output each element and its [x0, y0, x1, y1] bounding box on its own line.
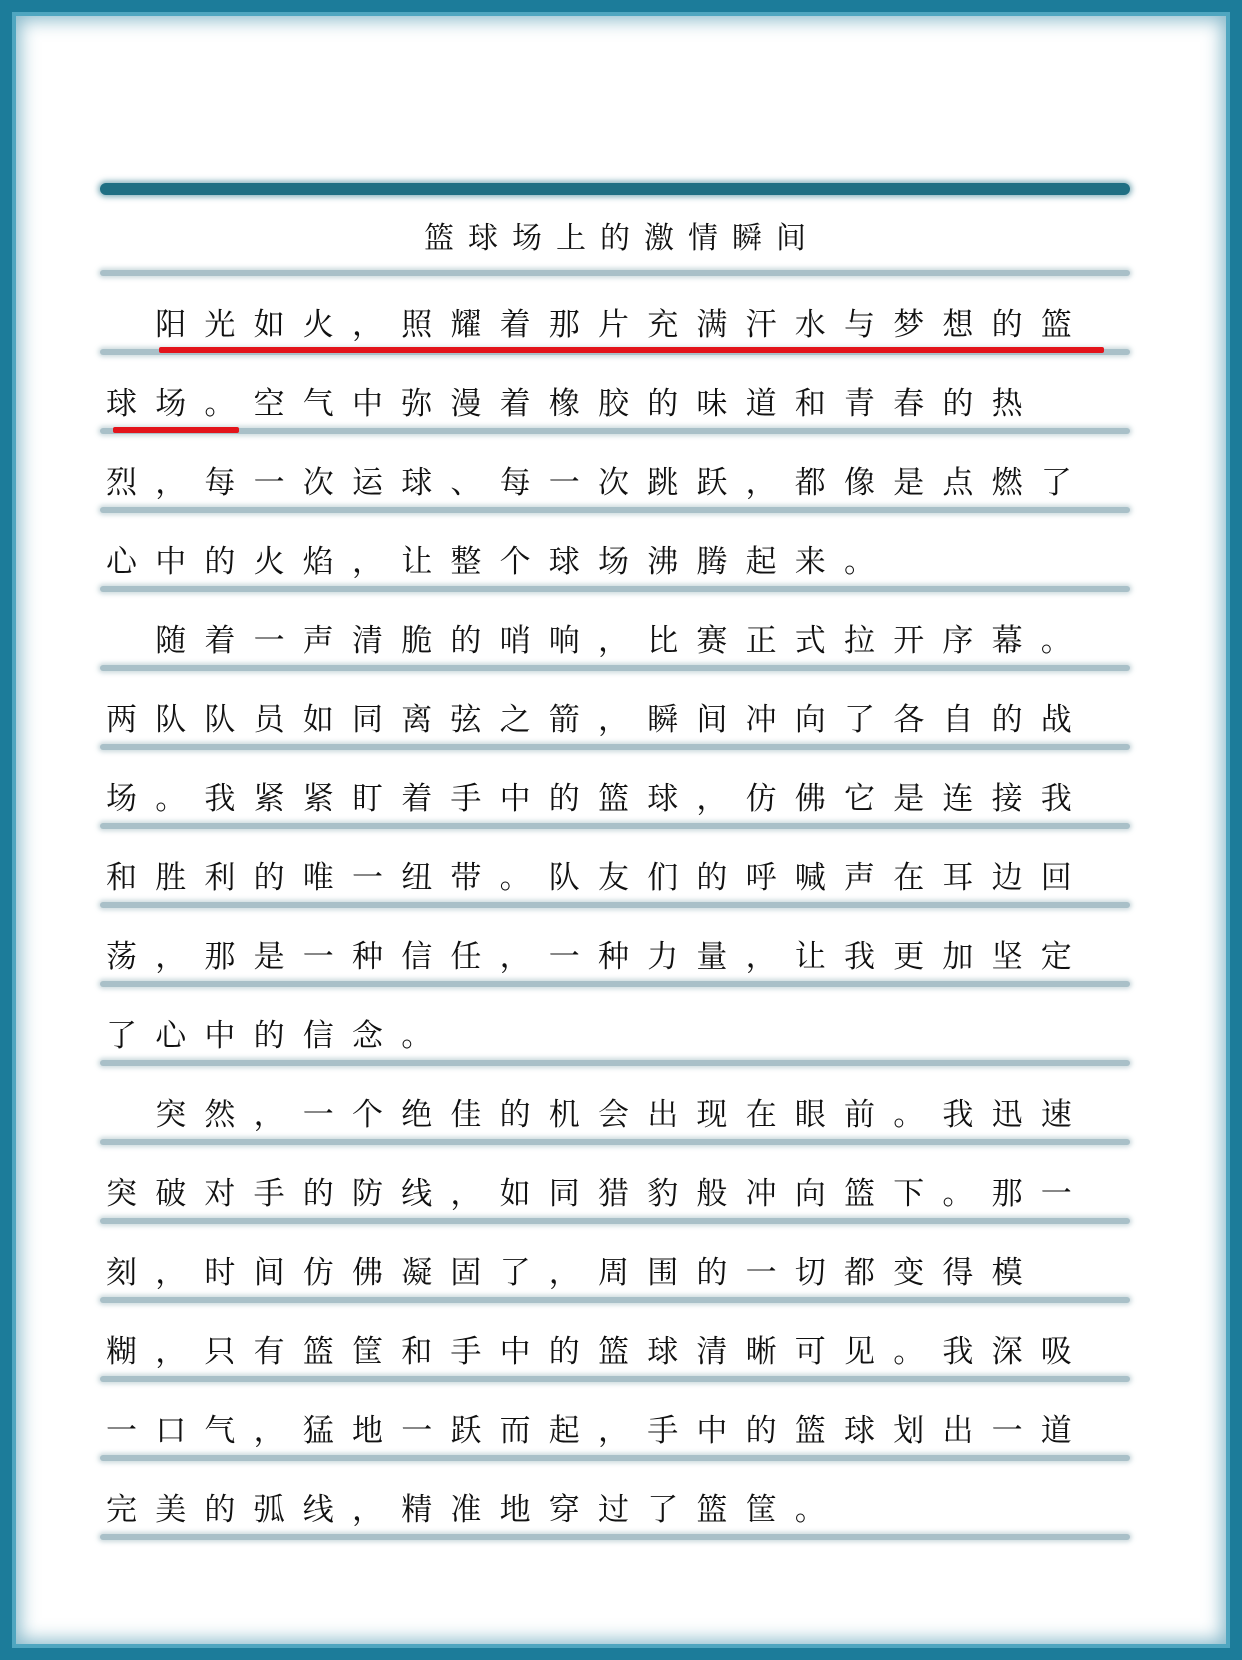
text-line: 突破对手的防线，如同猎豹般冲向篮下。那一: [106, 1176, 1090, 1212]
text-line: 荡，那是一种信任，一种力量，让我更加坚定: [106, 939, 1090, 975]
text-line: 了心中的信念。: [106, 1018, 451, 1054]
text-line: 球场。空气中弥漫着橡胶的味道和青春的热: [106, 386, 1041, 422]
text-line: 随着一声清脆的哨响，比赛正式拉开序幕。: [106, 623, 1090, 659]
text-line: 刻，时间仿佛凝固了，周围的一切都变得模: [106, 1255, 1041, 1291]
text-line: 突然，一个绝佳的机会出现在眼前。我迅速: [106, 1097, 1090, 1133]
text-line: 场。我紧紧盯着手中的篮球，仿佛它是连接我: [106, 781, 1090, 817]
text-line: 烈，每一次运球、每一次跳跃，都像是点燃了: [106, 465, 1090, 501]
lined-paper: [100, 0, 1130, 1660]
rule-line: [100, 270, 1130, 276]
red-underline: [113, 427, 239, 433]
text-line: 完美的弧线，精准地穿过了篮筐。: [106, 1492, 844, 1528]
text-line: 心中的火焰，让整个球场沸腾起来。: [106, 544, 894, 580]
red-underline: [159, 347, 1104, 353]
text-line: 两队队员如同离弦之箭，瞬间冲向了各自的战: [106, 702, 1090, 738]
text-line: 一口气，猛地一跃而起，手中的篮球划出一道: [106, 1413, 1090, 1449]
essay-title: 篮球场上的激情瞬间: [424, 221, 820, 256]
text-line: 和胜利的唯一纽带。队友们的呼喊声在耳边回: [106, 860, 1090, 896]
top-rule: [100, 183, 1130, 195]
text-line: 糊，只有篮筐和手中的篮球清晰可见。我深吸: [106, 1334, 1090, 1370]
text-line: 阳光如火，照耀着那片充满汗水与梦想的篮: [106, 307, 1090, 343]
